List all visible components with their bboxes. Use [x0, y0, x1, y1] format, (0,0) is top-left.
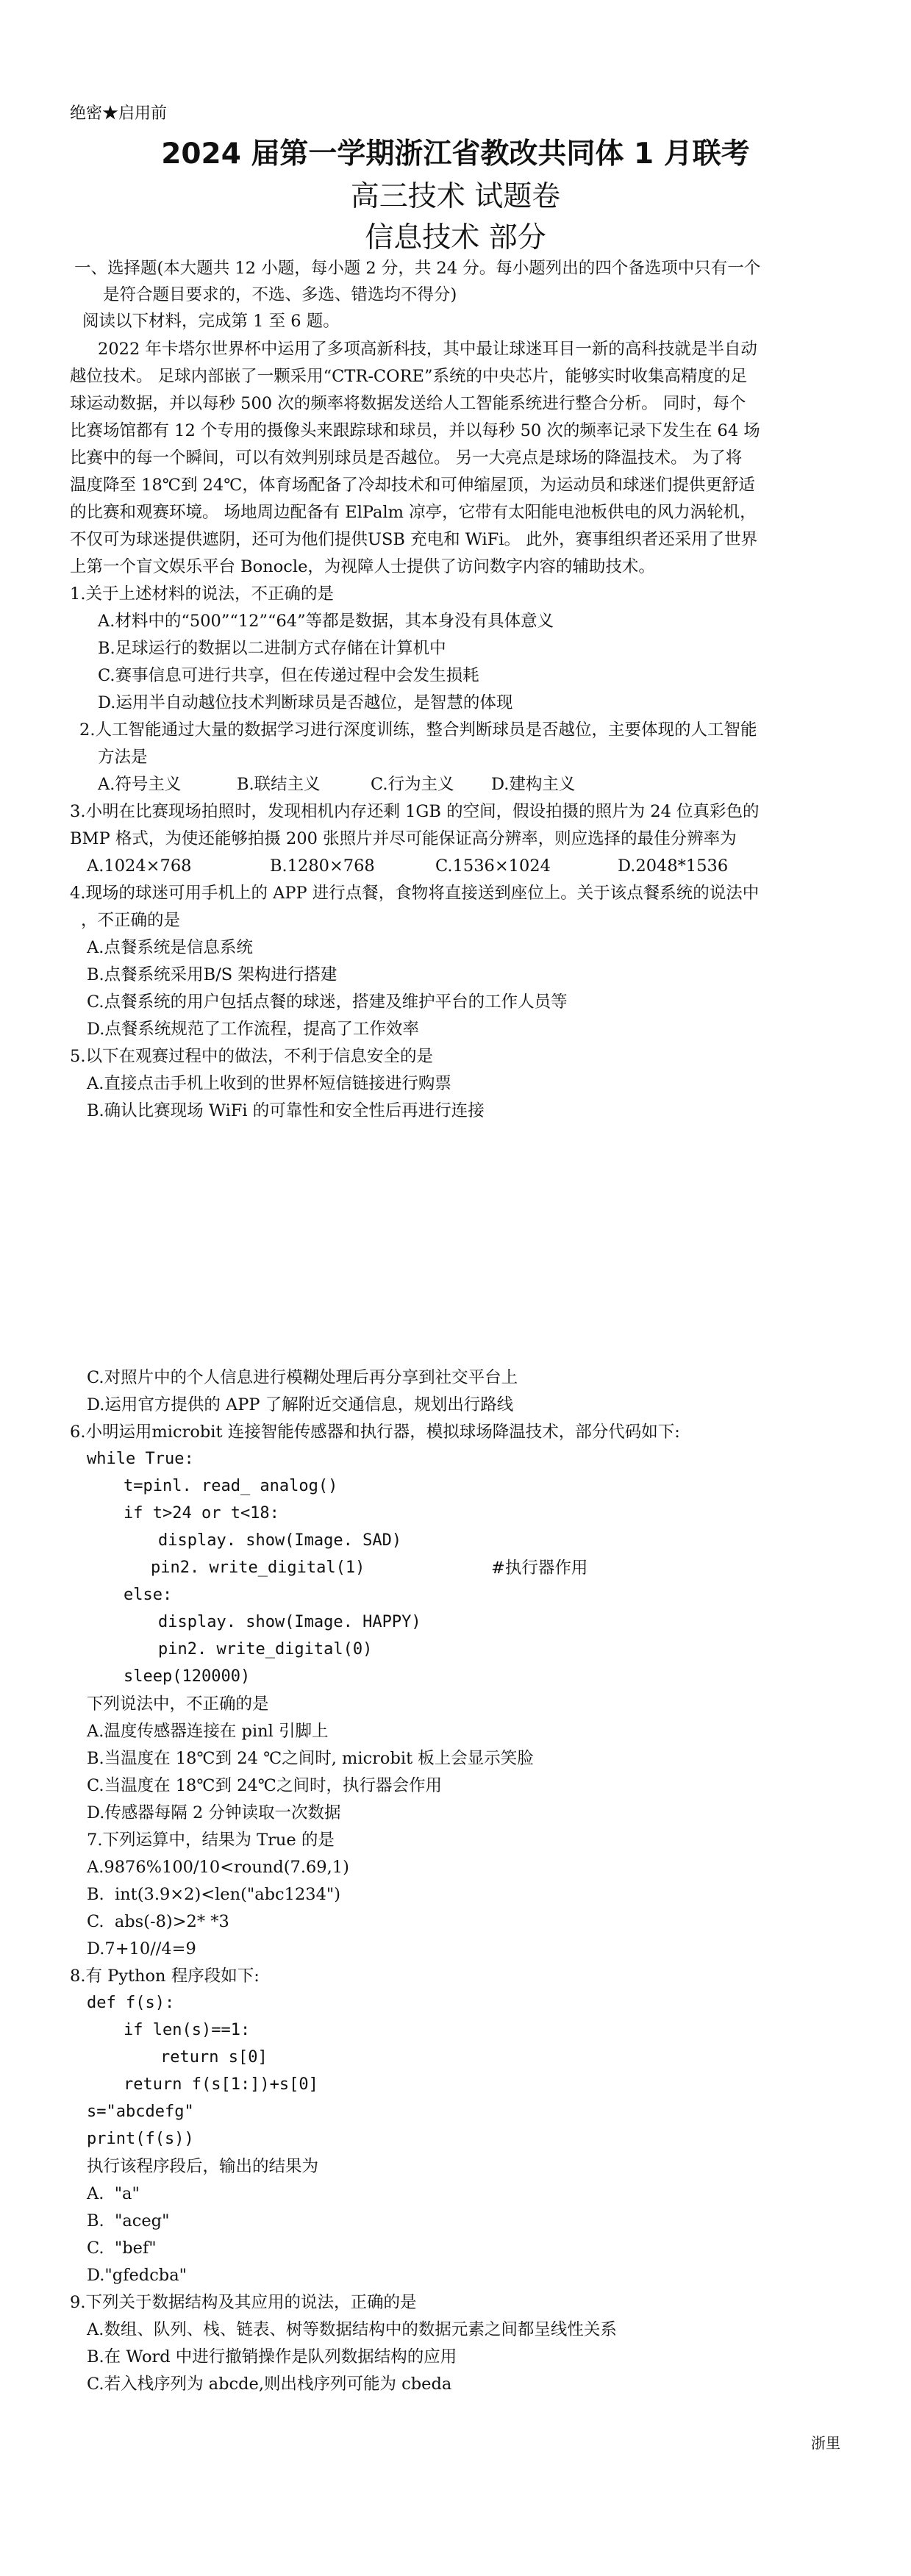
q5-option-b: B.确认比赛现场 WiFi 的可靠性和安全性后再进行连接: [87, 1101, 485, 1120]
q2-stem: 2.人工智能通过大量的数据学习进行深度训练，整合判断球员是否越位，主要体现的人工智能: [79, 720, 757, 740]
q3-stem: 3.小明在比赛现场拍照时，发现相机内存还剩 1GB 的空间，假设拍摄的照片为 24 位真彩色的: [70, 802, 760, 821]
q8-ask: 执行该程序段后，输出的结果为: [87, 2157, 319, 2176]
passage-line: 球运动数据，并以每秒 500 次的频率将数据发送给人工智能系统进行整合分析。 同时，每个: [70, 394, 746, 413]
q2-option-d: D.建构主义: [491, 775, 576, 794]
q6-code-line: while True:: [87, 1450, 194, 1468]
footer-mark: 浙里: [811, 2434, 840, 2452]
q8-code-line: print(f(s)): [87, 2130, 194, 2148]
q4-option-b: B.点餐系统采用B/S 架构进行搭建: [87, 965, 337, 984]
q6-code-line: display. show(Image. HAPPY): [158, 1613, 421, 1631]
q7-option-a: A.9876%100/10<round(7.69,1): [87, 1858, 349, 1877]
q6-code-line: else:: [124, 1586, 173, 1604]
passage-line: 比赛场馆都有 12 个专用的摄像头来跟踪球和球员，并以每秒 50 次的频率记录下发生在 64 场: [70, 421, 760, 440]
q2-option-a: A.符号主义: [98, 775, 182, 794]
q6-option-a: A.温度传感器连接在 pinl 引脚上: [87, 1722, 329, 1741]
q6-code-line: pin2. write_digital(1): [151, 1559, 365, 1577]
q4-stem-cont: ，不正确的是: [81, 911, 181, 930]
q3-option-a: A.1024×768: [87, 856, 192, 876]
q7-option-b: B. int(3.9×2)<len("abc1234"): [87, 1885, 341, 1904]
exam-part: 信息技术 部分: [365, 221, 546, 254]
q6-code-line: t=pinl. read_ analog(): [124, 1477, 338, 1495]
q1-stem: 1.关于上述材料的说法，不正确的是: [70, 584, 334, 604]
q9-option-a: A.数组、队列、栈、链表、树等数据结构中的数据元素之间都呈线性关系: [87, 2320, 617, 2339]
q5-option-a: A.直接点击手机上收到的世界杯短信链接进行购票: [87, 1074, 451, 1093]
exam-title: 2024 届第一学期浙江省教改共同体 1 月联考: [161, 137, 750, 171]
q7-option-c: C. abs(-8)>2* *3: [87, 1912, 229, 1931]
q1-option-d: D.运用半自动越位技术判断球员是否越位，是智慧的体现: [98, 693, 513, 712]
reading-instruction: 阅读以下材料，完成第 1 至 6 题。: [82, 312, 340, 331]
q8-code-line: return s[0]: [160, 2048, 268, 2067]
q3-stem-cont: BMP 格式，为使还能够拍摄 200 张照片并尽可能保证高分辨率，则应选择的最佳分辨率为: [70, 829, 737, 848]
q3-option-c: C.1536×1024: [435, 856, 551, 876]
q8-option-d: D."gfedcba": [87, 2266, 187, 2285]
q8-option-c: C. "bef": [87, 2239, 157, 2258]
q5-option-d: D.运用官方提供的 APP 了解附近交通信息，规划出行路线: [87, 1395, 514, 1414]
q7-option-d: D.7+10//4=9: [87, 1939, 196, 1958]
q6-code-line: display. show(Image. SAD): [158, 1531, 402, 1550]
passage-line: 的比赛和观赛环境。 场地周边配备有 ElPalm 凉亭，它带有太阳能电池板供电的风力涡轮机，: [70, 503, 757, 522]
q6-option-c: C.当温度在 18℃到 24℃之间时，执行器会作用: [87, 1776, 442, 1795]
passage-line: 比赛中的每一个瞬间，可以有效判别球员是否越位。 另一大亮点是球场的降温技术。 为了将: [70, 448, 743, 468]
q4-option-c: C.点餐系统的用户包括点餐的球迷，搭建及维护平台的工作人员等: [87, 992, 568, 1012]
q6-option-d: D.传感器每隔 2 分钟读取一次数据: [87, 1803, 341, 1822]
q2-stem-cont: 方法是: [98, 748, 148, 767]
passage-line: 上第一个盲文娱乐平台 Bonocle，为视障人士提供了访问数字内容的辅助技术。: [70, 557, 655, 576]
q1-option-c: C.赛事信息可进行共享，但在传递过程中会发生损耗: [98, 666, 479, 685]
q1-option-a: A.材料中的“500”“12”“64”等都是数据，其本身没有具体意义: [98, 612, 554, 631]
q6-code-comment: #执行器作用: [491, 1559, 588, 1578]
q6-ask: 下列说法中，不正确的是: [87, 1695, 269, 1714]
q9-option-c: C.若入栈序列为 abcde,则出栈序列可能为 cbeda: [87, 2375, 452, 2394]
passage-line: 2022 年卡塔尔世界杯中运用了多项高新科技，其中最让球迷耳目一新的高科技就是半自动: [98, 340, 757, 359]
section-heading-cont: 是符合题目要求的，不选、多选、错选均不得分): [103, 285, 457, 304]
q6-code-line: if t>24 or t<18:: [124, 1504, 279, 1523]
secret-label: 绝密★启用前: [70, 104, 168, 123]
q9-option-b: B.在 Word 中进行撤销操作是队列数据结构的应用: [87, 2347, 457, 2366]
passage-line: 越位技术。 足球内部嵌了一颗采用“CTR-CORE”系统的中央芯片，能够实时收集高精度的足: [70, 367, 747, 386]
q8-code-line: def f(s):: [87, 1994, 175, 2012]
passage-line: 不仅可为球迷提供遮阴，还可为他们提供USB 充电和 WiFi。 此外，赛事组织者还采用了世界: [70, 530, 758, 549]
q9-stem: 9.下列关于数据结构及其应用的说法，正确的是: [70, 2293, 417, 2312]
q2-option-b: B.联结主义: [237, 775, 321, 794]
q8-code-line: if len(s)==1:: [124, 2021, 251, 2039]
section-heading: 一、选择题(本大题共 12 小题，每小题 2 分，共 24 分。每小题列出的四个备选项中只有一个: [74, 259, 761, 278]
q5-stem: 5.以下在观赛过程中的做法，不利于信息安全的是: [70, 1047, 433, 1066]
q8-option-a: A. "a": [87, 2184, 140, 2203]
q8-stem: 8.有 Python 程序段如下:: [70, 1967, 260, 1986]
q4-option-d: D.点餐系统规范了工作流程，提高了工作效率: [87, 1020, 419, 1039]
q4-option-a: A.点餐系统是信息系统: [87, 938, 253, 957]
q8-option-b: B. "aceg": [87, 2211, 170, 2230]
q5-option-c: C.对照片中的个人信息进行模糊处理后再分享到社交平台上: [87, 1368, 518, 1387]
q6-option-b: B.当温度在 18℃到 24 ℃之间时, microbit 板上会显示笑脸: [87, 1749, 534, 1768]
q4-stem: 4.现场的球迷可用手机上的 APP 进行点餐，食物将直接送到座位上。关于该点餐系统的说法中: [70, 884, 760, 903]
passage-line: 温度降至 18℃到 24℃，体育场配备了冷却技术和可伸缩屋顶，为运动员和球迷们提供更舒适: [70, 476, 755, 495]
q3-option-d: D.2048*1536: [618, 856, 729, 876]
q8-code-line: return f(s[1:])+s[0]: [124, 2075, 318, 2094]
q8-code-line: s="abcdefg": [87, 2103, 194, 2121]
exam-subtitle: 高三技术 试题卷: [350, 180, 561, 213]
q1-option-b: B.足球运行的数据以二进制方式存储在计算机中: [98, 639, 446, 658]
q7-stem: 7.下列运算中，结果为 True 的是: [87, 1831, 335, 1850]
q6-code-line: sleep(120000): [124, 1667, 251, 1686]
q6-code-line: pin2. write_digital(0): [158, 1640, 373, 1659]
q6-stem: 6.小明运用microbit 连接智能传感器和执行器，模拟球场降温技术，部分代码如下:: [70, 1423, 680, 1442]
q3-option-b: B.1280×768: [270, 856, 375, 876]
q2-option-c: C.行为主义: [371, 775, 454, 794]
